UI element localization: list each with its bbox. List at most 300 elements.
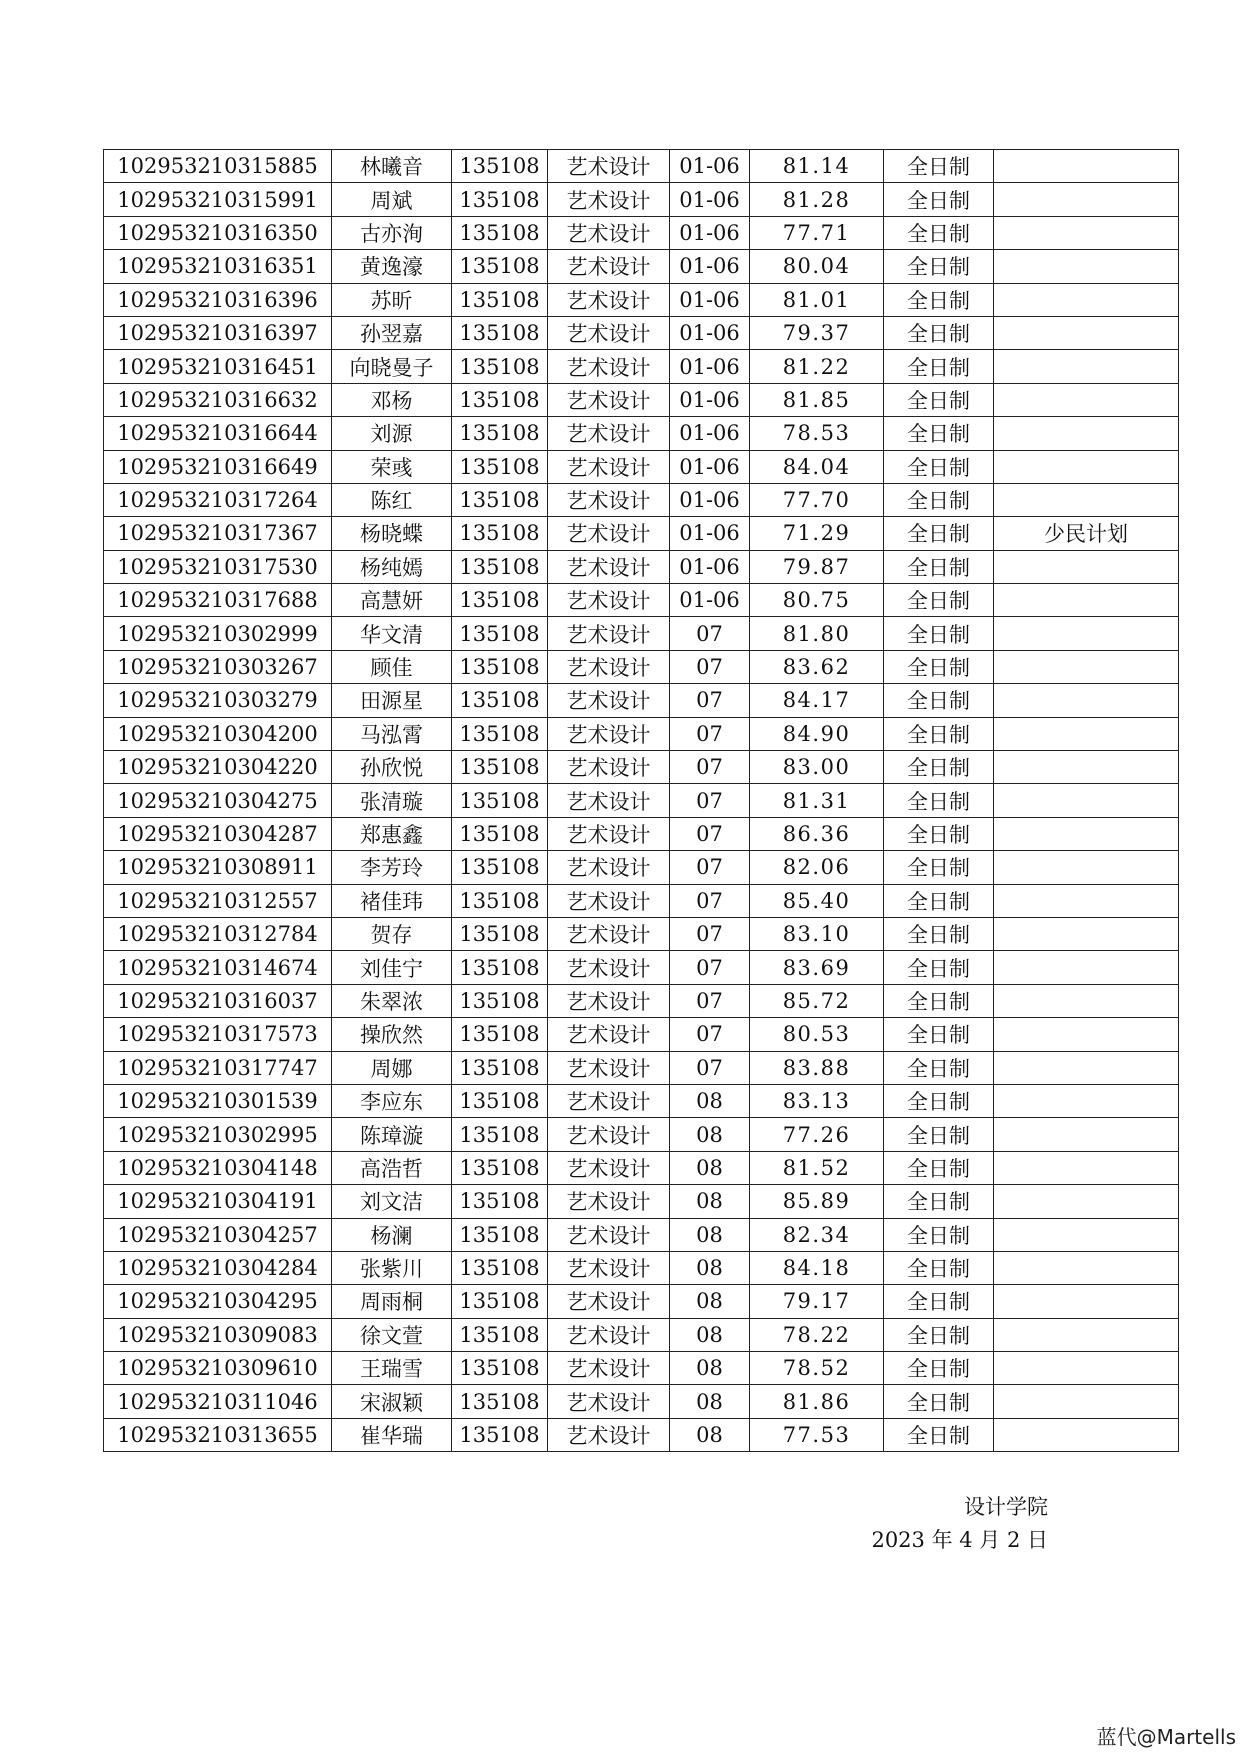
score-cell: 71.29 xyxy=(750,517,884,550)
candidate-id-cell: 102953210317573 xyxy=(104,1018,332,1051)
major-name-cell: 艺术设计 xyxy=(548,1385,670,1418)
major-name-cell: 艺术设计 xyxy=(548,283,670,316)
remark-cell xyxy=(994,1084,1179,1117)
major-code-cell: 135108 xyxy=(452,817,548,850)
table-row xyxy=(104,450,1179,483)
remark-cell xyxy=(994,984,1179,1017)
table-row xyxy=(104,650,1179,683)
direction-cell: 01-06 xyxy=(670,550,750,583)
study-mode-cell: 全日制 xyxy=(884,250,994,283)
name-cell: 黄逸濠 xyxy=(332,250,452,283)
score-cell: 77.26 xyxy=(750,1118,884,1151)
study-mode-cell: 全日制 xyxy=(884,1285,994,1318)
major-code-cell: 135108 xyxy=(452,684,548,717)
major-code-cell: 135108 xyxy=(452,316,548,349)
table-row xyxy=(104,417,1179,450)
table-row xyxy=(104,884,1179,917)
major-name-cell: 艺术设计 xyxy=(548,1084,670,1117)
major-code-cell: 135108 xyxy=(452,1385,548,1418)
score-cell: 85.40 xyxy=(750,884,884,917)
study-mode-cell: 全日制 xyxy=(884,584,994,617)
candidate-id-cell: 102953210316351 xyxy=(104,250,332,283)
direction-cell: 01-06 xyxy=(670,450,750,483)
direction-cell: 01-06 xyxy=(670,483,750,516)
score-cell: 81.28 xyxy=(750,183,884,216)
remark-cell xyxy=(994,283,1179,316)
direction-cell: 01-06 xyxy=(670,283,750,316)
table-row xyxy=(104,851,1179,884)
table-row xyxy=(104,1352,1179,1385)
direction-cell: 01-06 xyxy=(670,383,750,416)
candidate-id-cell: 102953210304191 xyxy=(104,1185,332,1218)
major-code-cell: 135108 xyxy=(452,1318,548,1351)
major-name-cell: 艺术设计 xyxy=(548,784,670,817)
table-row xyxy=(104,1018,1179,1051)
major-name-cell: 艺术设计 xyxy=(548,250,670,283)
table-row xyxy=(104,383,1179,416)
remark-cell xyxy=(994,617,1179,650)
study-mode-cell: 全日制 xyxy=(884,1352,994,1385)
major-code-cell: 135108 xyxy=(452,1118,548,1151)
table-row xyxy=(104,250,1179,283)
remark-cell xyxy=(994,1285,1179,1318)
direction-cell: 08 xyxy=(670,1185,750,1218)
score-cell: 83.88 xyxy=(750,1051,884,1084)
table-row xyxy=(104,183,1179,216)
table-row xyxy=(104,316,1179,349)
major-name-cell: 艺术设计 xyxy=(548,1118,670,1151)
name-cell: 张紫川 xyxy=(332,1251,452,1284)
table-row xyxy=(104,751,1179,784)
direction-cell: 07 xyxy=(670,851,750,884)
study-mode-cell: 全日制 xyxy=(884,150,994,183)
study-mode-cell: 全日制 xyxy=(884,1051,994,1084)
candidate-id-cell: 102953210314674 xyxy=(104,951,332,984)
major-code-cell: 135108 xyxy=(452,917,548,950)
major-name-cell: 艺术设计 xyxy=(548,383,670,416)
name-cell: 向晓曼子 xyxy=(332,350,452,383)
score-cell: 83.69 xyxy=(750,951,884,984)
direction-cell: 01-06 xyxy=(670,250,750,283)
candidate-id-cell: 102953210317264 xyxy=(104,483,332,516)
study-mode-cell: 全日制 xyxy=(884,183,994,216)
remark-cell xyxy=(994,684,1179,717)
candidate-id-cell: 102953210304284 xyxy=(104,1251,332,1284)
direction-cell: 08 xyxy=(670,1352,750,1385)
direction-cell: 07 xyxy=(670,617,750,650)
remark-cell xyxy=(994,350,1179,383)
table-row xyxy=(104,717,1179,750)
remark-cell xyxy=(994,250,1179,283)
score-cell: 80.04 xyxy=(750,250,884,283)
table-row xyxy=(104,350,1179,383)
major-name-cell: 艺术设计 xyxy=(548,550,670,583)
direction-cell: 08 xyxy=(670,1151,750,1184)
major-code-cell: 135108 xyxy=(452,584,548,617)
direction-cell: 07 xyxy=(670,1051,750,1084)
study-mode-cell: 全日制 xyxy=(884,650,994,683)
remark-cell xyxy=(994,1151,1179,1184)
remark-cell xyxy=(994,1318,1179,1351)
remark-cell xyxy=(994,1352,1179,1385)
study-mode-cell: 全日制 xyxy=(884,417,994,450)
candidate-id-cell: 102953210316632 xyxy=(104,383,332,416)
direction-cell: 01-06 xyxy=(670,517,750,550)
score-cell: 81.14 xyxy=(750,150,884,183)
table-row xyxy=(104,617,1179,650)
remark-cell xyxy=(994,784,1179,817)
direction-cell: 07 xyxy=(670,751,750,784)
score-cell: 81.86 xyxy=(750,1385,884,1418)
remark-cell xyxy=(994,483,1179,516)
major-name-cell: 艺术设计 xyxy=(548,851,670,884)
table-row xyxy=(104,984,1179,1017)
name-cell: 宋淑颖 xyxy=(332,1385,452,1418)
name-cell: 孙翌嘉 xyxy=(332,316,452,349)
name-cell: 杨晓蝶 xyxy=(332,517,452,550)
major-code-cell: 135108 xyxy=(452,851,548,884)
study-mode-cell: 全日制 xyxy=(884,817,994,850)
candidate-id-cell: 102953210304287 xyxy=(104,817,332,850)
table-row xyxy=(104,1218,1179,1251)
name-cell: 朱翠浓 xyxy=(332,984,452,1017)
remark-cell xyxy=(994,951,1179,984)
major-name-cell: 艺术设计 xyxy=(548,1285,670,1318)
major-name-cell: 艺术设计 xyxy=(548,316,670,349)
major-name-cell: 艺术设计 xyxy=(548,1318,670,1351)
remark-cell xyxy=(994,1051,1179,1084)
remark-cell xyxy=(994,884,1179,917)
study-mode-cell: 全日制 xyxy=(884,350,994,383)
table-row xyxy=(104,550,1179,583)
remark-cell xyxy=(994,417,1179,450)
name-cell: 周斌 xyxy=(332,183,452,216)
major-name-cell: 艺术设计 xyxy=(548,951,670,984)
study-mode-cell: 全日制 xyxy=(884,684,994,717)
direction-cell: 08 xyxy=(670,1418,750,1451)
candidate-id-cell: 102953210315991 xyxy=(104,183,332,216)
table-row xyxy=(104,517,1179,550)
remark-cell xyxy=(994,1118,1179,1151)
name-cell: 华文清 xyxy=(332,617,452,650)
direction-cell: 07 xyxy=(670,984,750,1017)
major-name-cell: 艺术设计 xyxy=(548,417,670,450)
direction-cell: 07 xyxy=(670,1018,750,1051)
name-cell: 田源星 xyxy=(332,684,452,717)
score-cell: 79.17 xyxy=(750,1285,884,1318)
study-mode-cell: 全日制 xyxy=(884,1084,994,1117)
issue-date: 2023 年 4 月 2 日 xyxy=(871,1528,1048,1552)
major-name-cell: 艺术设计 xyxy=(548,984,670,1017)
name-cell: 荣彧 xyxy=(332,450,452,483)
study-mode-cell: 全日制 xyxy=(884,917,994,950)
name-cell: 刘佳宁 xyxy=(332,951,452,984)
major-name-cell: 艺术设计 xyxy=(548,751,670,784)
name-cell: 褚佳玮 xyxy=(332,884,452,917)
score-cell: 81.52 xyxy=(750,1151,884,1184)
direction-cell: 08 xyxy=(670,1118,750,1151)
table-row xyxy=(104,951,1179,984)
name-cell: 李应东 xyxy=(332,1084,452,1117)
direction-cell: 01-06 xyxy=(670,350,750,383)
major-name-cell: 艺术设计 xyxy=(548,1018,670,1051)
major-code-cell: 135108 xyxy=(452,517,548,550)
major-code-cell: 135108 xyxy=(452,483,548,516)
score-cell: 81.01 xyxy=(750,283,884,316)
score-cell: 77.70 xyxy=(750,483,884,516)
table-row xyxy=(104,1118,1179,1151)
candidate-id-cell: 102953210317367 xyxy=(104,517,332,550)
candidate-id-cell: 102953210308911 xyxy=(104,851,332,884)
candidate-id-cell: 102953210313655 xyxy=(104,1418,332,1451)
watermark: 蓝代@Martells xyxy=(1096,1725,1236,1749)
study-mode-cell: 全日制 xyxy=(884,450,994,483)
table-row xyxy=(104,1285,1179,1318)
study-mode-cell: 全日制 xyxy=(884,1151,994,1184)
score-cell: 78.52 xyxy=(750,1352,884,1385)
study-mode-cell: 全日制 xyxy=(884,517,994,550)
score-cell: 84.90 xyxy=(750,717,884,750)
candidate-id-cell: 102953210312784 xyxy=(104,917,332,950)
table-row xyxy=(104,1385,1179,1418)
candidate-id-cell: 102953210304275 xyxy=(104,784,332,817)
name-cell: 刘源 xyxy=(332,417,452,450)
score-cell: 80.53 xyxy=(750,1018,884,1051)
major-code-cell: 135108 xyxy=(452,1251,548,1284)
remark-cell xyxy=(994,383,1179,416)
table-row xyxy=(104,483,1179,516)
score-cell: 83.00 xyxy=(750,751,884,784)
remark-cell: 少民计划 xyxy=(994,517,1179,550)
name-cell: 邓杨 xyxy=(332,383,452,416)
candidate-id-cell: 102953210302999 xyxy=(104,617,332,650)
direction-cell: 01-06 xyxy=(670,316,750,349)
score-cell: 81.85 xyxy=(750,383,884,416)
name-cell: 崔华瑞 xyxy=(332,1418,452,1451)
major-name-cell: 艺术设计 xyxy=(548,1418,670,1451)
candidate-id-cell: 102953210302995 xyxy=(104,1118,332,1151)
direction-cell: 07 xyxy=(670,917,750,950)
name-cell: 李芳玲 xyxy=(332,851,452,884)
name-cell: 杨纯嫣 xyxy=(332,550,452,583)
name-cell: 陈红 xyxy=(332,483,452,516)
study-mode-cell: 全日制 xyxy=(884,383,994,416)
name-cell: 林曦音 xyxy=(332,150,452,183)
study-mode-cell: 全日制 xyxy=(884,1385,994,1418)
name-cell: 古亦洵 xyxy=(332,216,452,249)
direction-cell: 01-06 xyxy=(670,417,750,450)
issuing-organization: 设计学院 xyxy=(964,1495,1048,1519)
candidate-id-cell: 102953210316037 xyxy=(104,984,332,1017)
major-code-cell: 135108 xyxy=(452,751,548,784)
candidate-id-cell: 102953210311046 xyxy=(104,1385,332,1418)
candidate-id-cell: 102953210309083 xyxy=(104,1318,332,1351)
direction-cell: 01-06 xyxy=(670,216,750,249)
score-cell: 85.72 xyxy=(750,984,884,1017)
major-name-cell: 艺术设计 xyxy=(548,216,670,249)
major-name-cell: 艺术设计 xyxy=(548,1151,670,1184)
candidate-id-cell: 102953210316397 xyxy=(104,316,332,349)
score-cell: 83.10 xyxy=(750,917,884,950)
score-cell: 77.53 xyxy=(750,1418,884,1451)
study-mode-cell: 全日制 xyxy=(884,1018,994,1051)
remark-cell xyxy=(994,751,1179,784)
study-mode-cell: 全日制 xyxy=(884,617,994,650)
name-cell: 苏昕 xyxy=(332,283,452,316)
study-mode-cell: 全日制 xyxy=(884,851,994,884)
study-mode-cell: 全日制 xyxy=(884,483,994,516)
major-code-cell: 135108 xyxy=(452,383,548,416)
direction-cell: 07 xyxy=(670,717,750,750)
score-cell: 79.37 xyxy=(750,316,884,349)
major-name-cell: 艺术设计 xyxy=(548,817,670,850)
direction-cell: 08 xyxy=(670,1385,750,1418)
score-cell: 79.87 xyxy=(750,550,884,583)
study-mode-cell: 全日制 xyxy=(884,884,994,917)
table-row xyxy=(104,1051,1179,1084)
major-name-cell: 艺术设计 xyxy=(548,1251,670,1284)
study-mode-cell: 全日制 xyxy=(884,1251,994,1284)
remark-cell xyxy=(994,450,1179,483)
study-mode-cell: 全日制 xyxy=(884,1318,994,1351)
major-code-cell: 135108 xyxy=(452,1185,548,1218)
score-cell: 83.62 xyxy=(750,650,884,683)
score-cell: 84.18 xyxy=(750,1251,884,1284)
major-code-cell: 135108 xyxy=(452,1018,548,1051)
study-mode-cell: 全日制 xyxy=(884,1218,994,1251)
candidate-id-cell: 102953210316644 xyxy=(104,417,332,450)
candidate-id-cell: 102953210315885 xyxy=(104,150,332,183)
major-name-cell: 艺术设计 xyxy=(548,517,670,550)
direction-cell: 07 xyxy=(670,884,750,917)
major-name-cell: 艺术设计 xyxy=(548,483,670,516)
table-row xyxy=(104,584,1179,617)
remark-cell xyxy=(994,550,1179,583)
study-mode-cell: 全日制 xyxy=(884,316,994,349)
remark-cell xyxy=(994,216,1179,249)
name-cell: 陈璋漩 xyxy=(332,1118,452,1151)
direction-cell: 01-06 xyxy=(670,584,750,617)
major-code-cell: 135108 xyxy=(452,283,548,316)
table-row xyxy=(104,1084,1179,1117)
candidate-id-cell: 102953210304295 xyxy=(104,1285,332,1318)
major-code-cell: 135108 xyxy=(452,884,548,917)
major-name-cell: 艺术设计 xyxy=(548,884,670,917)
major-code-cell: 135108 xyxy=(452,550,548,583)
major-code-cell: 135108 xyxy=(452,250,548,283)
study-mode-cell: 全日制 xyxy=(884,751,994,784)
major-name-cell: 艺术设计 xyxy=(548,1185,670,1218)
candidate-id-cell: 102953210312557 xyxy=(104,884,332,917)
table-row xyxy=(104,1185,1179,1218)
name-cell: 杨澜 xyxy=(332,1218,452,1251)
major-name-cell: 艺术设计 xyxy=(548,917,670,950)
remark-cell xyxy=(994,851,1179,884)
study-mode-cell: 全日制 xyxy=(884,1185,994,1218)
name-cell: 高慧妍 xyxy=(332,584,452,617)
major-code-cell: 135108 xyxy=(452,1084,548,1117)
major-code-cell: 135108 xyxy=(452,450,548,483)
direction-cell: 01-06 xyxy=(670,183,750,216)
score-cell: 81.22 xyxy=(750,350,884,383)
candidate-id-cell: 102953210317530 xyxy=(104,550,332,583)
direction-cell: 07 xyxy=(670,951,750,984)
name-cell: 张清璇 xyxy=(332,784,452,817)
candidate-id-cell: 102953210316451 xyxy=(104,350,332,383)
major-name-cell: 艺术设计 xyxy=(548,684,670,717)
major-name-cell: 艺术设计 xyxy=(548,1218,670,1251)
study-mode-cell: 全日制 xyxy=(884,1418,994,1451)
remark-cell xyxy=(994,917,1179,950)
remark-cell xyxy=(994,183,1179,216)
candidate-id-cell: 102953210304220 xyxy=(104,751,332,784)
score-cell: 81.31 xyxy=(750,784,884,817)
table-row xyxy=(104,917,1179,950)
remark-cell xyxy=(994,1218,1179,1251)
study-mode-cell: 全日制 xyxy=(884,784,994,817)
direction-cell: 08 xyxy=(670,1084,750,1117)
candidate-id-cell: 102953210309610 xyxy=(104,1352,332,1385)
table-body xyxy=(104,150,1179,1452)
score-cell: 85.89 xyxy=(750,1185,884,1218)
major-name-cell: 艺术设计 xyxy=(548,150,670,183)
score-cell: 82.34 xyxy=(750,1218,884,1251)
candidate-id-cell: 102953210304200 xyxy=(104,717,332,750)
major-code-cell: 135108 xyxy=(452,650,548,683)
score-cell: 86.36 xyxy=(750,817,884,850)
name-cell: 高浩哲 xyxy=(332,1151,452,1184)
score-cell: 83.13 xyxy=(750,1084,884,1117)
major-code-cell: 135108 xyxy=(452,1285,548,1318)
major-code-cell: 135108 xyxy=(452,784,548,817)
major-name-cell: 艺术设计 xyxy=(548,350,670,383)
major-code-cell: 135108 xyxy=(452,717,548,750)
study-mode-cell: 全日制 xyxy=(884,984,994,1017)
candidate-id-cell: 102953210316649 xyxy=(104,450,332,483)
remark-cell xyxy=(994,650,1179,683)
name-cell: 孙欣悦 xyxy=(332,751,452,784)
remark-cell xyxy=(994,1418,1179,1451)
score-cell: 84.17 xyxy=(750,684,884,717)
major-name-cell: 艺术设计 xyxy=(548,650,670,683)
admission-list-table xyxy=(103,149,1179,1452)
major-code-cell: 135108 xyxy=(452,617,548,650)
major-code-cell: 135108 xyxy=(452,150,548,183)
remark-cell xyxy=(994,1385,1179,1418)
score-cell: 80.75 xyxy=(750,584,884,617)
score-cell: 77.71 xyxy=(750,216,884,249)
major-code-cell: 135108 xyxy=(452,1352,548,1385)
name-cell: 马泓霄 xyxy=(332,717,452,750)
major-name-cell: 艺术设计 xyxy=(548,1051,670,1084)
name-cell: 周娜 xyxy=(332,1051,452,1084)
direction-cell: 08 xyxy=(670,1285,750,1318)
candidate-id-cell: 102953210316350 xyxy=(104,216,332,249)
direction-cell: 08 xyxy=(670,1318,750,1351)
name-cell: 顾佳 xyxy=(332,650,452,683)
table-row xyxy=(104,1318,1179,1351)
study-mode-cell: 全日制 xyxy=(884,717,994,750)
remark-cell xyxy=(994,584,1179,617)
candidate-id-cell: 102953210304257 xyxy=(104,1218,332,1251)
candidate-id-cell: 102953210303279 xyxy=(104,684,332,717)
candidate-id-cell: 102953210316396 xyxy=(104,283,332,316)
remark-cell xyxy=(994,1018,1179,1051)
candidate-id-cell: 102953210301539 xyxy=(104,1084,332,1117)
direction-cell: 08 xyxy=(670,1218,750,1251)
name-cell: 徐文萱 xyxy=(332,1318,452,1351)
remark-cell xyxy=(994,817,1179,850)
